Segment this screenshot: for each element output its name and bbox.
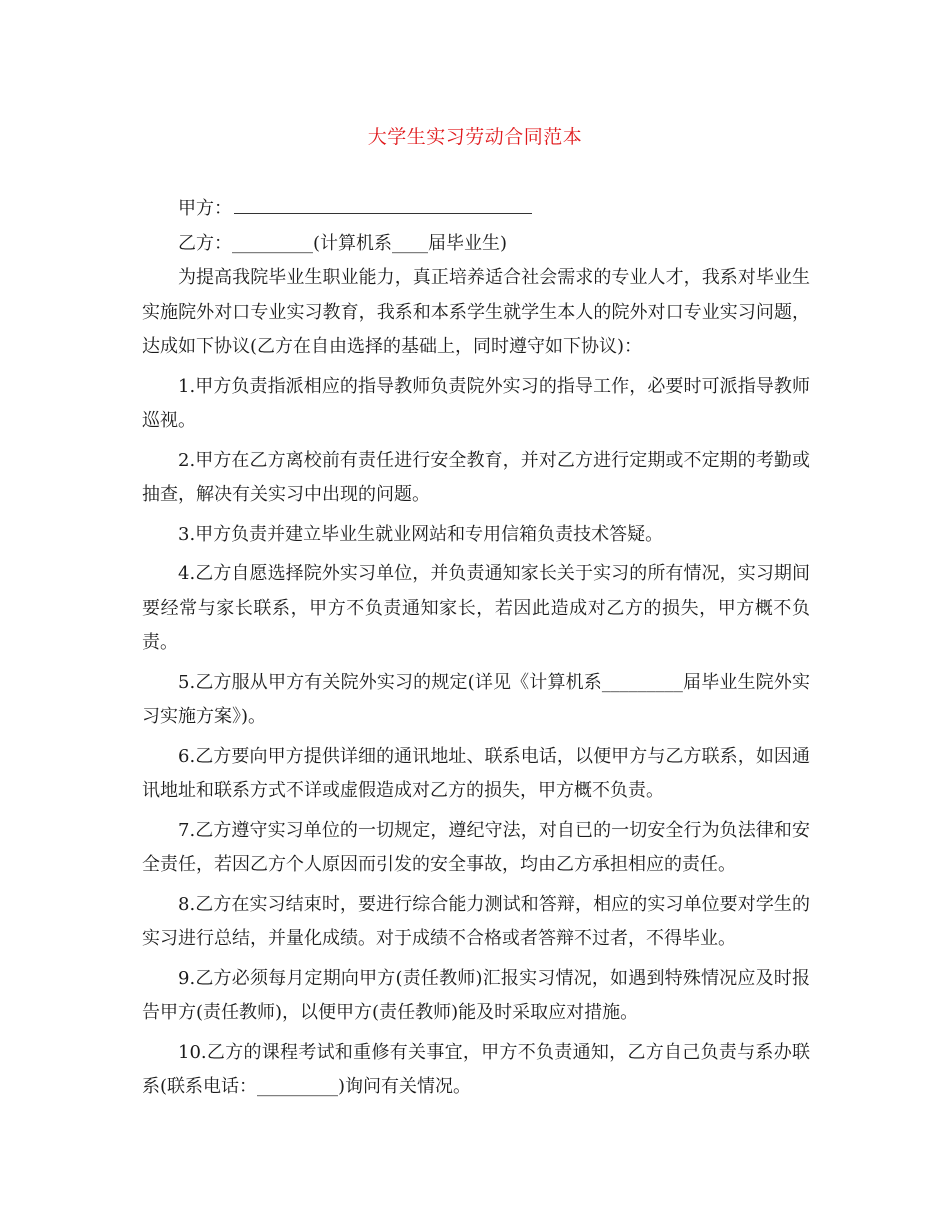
clause-10: 10.乙方的课程考试和重修有关事宜，甲方不负责通知，乙方自己负责与系办联系(联系电话：_________)询问有关情况。	[142, 1041, 810, 1097]
party-a-line	[142, 192, 810, 227]
party-a-blank	[234, 195, 532, 214]
document-title: 大学生实习劳动合同范本	[367, 126, 583, 148]
clause-6: 6.乙方要向甲方提供详细的通讯地址、联系电话，以便甲方与乙方联系，如因通讯地址和联系方式不详或虚假造成对乙方的损失，甲方概不负责。	[142, 745, 810, 801]
clause-3: 3.甲方负责并建立毕业生就业网站和专用信箱负责技术答疑。	[178, 523, 664, 545]
clause-7: 7.乙方遵守实习单位的一切规定，遵纪守法，对自已的一切安全行为负法律和安全责任，若因乙方个人原因而引发的安全事故，均由乙方承担相应的责任。	[142, 819, 810, 875]
clause-4: 4.乙方自愿选择院外实习单位，并负责通知家长关于实习的所有情况，实习期间要经常与家长联系，甲方不负责通知家长，若因此造成对乙方的损失，甲方概不负责。	[142, 563, 810, 653]
party-a-label: 甲方：	[178, 198, 232, 219]
clause-9: 9.乙方必须每月定期向甲方(责任教师)汇报实习情况，如遇到特殊情况应及时报告甲方(责任教师)，以便甲方(责任教师)能及时采取应对措施。	[142, 967, 810, 1023]
clause-5: 5.乙方服从甲方有关院外实习的规定(详见《计算机系_________届毕业生院外实习实施方案》)。	[142, 671, 810, 727]
clause-1: 1.甲方负责指派相应的指导教师负责院外实习的指导工作，必要时可派指导教师巡视。	[142, 375, 810, 431]
party-b-line: 乙方：_________(计算机系____届毕业生)	[178, 232, 508, 254]
clause-2: 2.甲方在乙方离校前有责任进行安全教育，并对乙方进行定期或不定期的考勤或抽查，解决有关实习中出现的问题。	[142, 449, 810, 505]
document-body	[142, 192, 810, 1110]
clause-8: 8.乙方在实习结束时，要进行综合能力测试和答辩，相应的实习单位要对学生的实习进行总结，并量化成绩。对于成绩不合格或者答辩不过者，不得毕业。	[142, 893, 810, 949]
intro-paragraph: 为提高我院毕业生职业能力，真正培养适合社会需求的专业人才，我系对毕业生实施院外对口专业实习教育，我系和本系学生就学生本人的院外对口专业实习问题，达成如下协议(乙方在自由选择的基础上，同时遵守如下协议)：	[142, 267, 810, 357]
